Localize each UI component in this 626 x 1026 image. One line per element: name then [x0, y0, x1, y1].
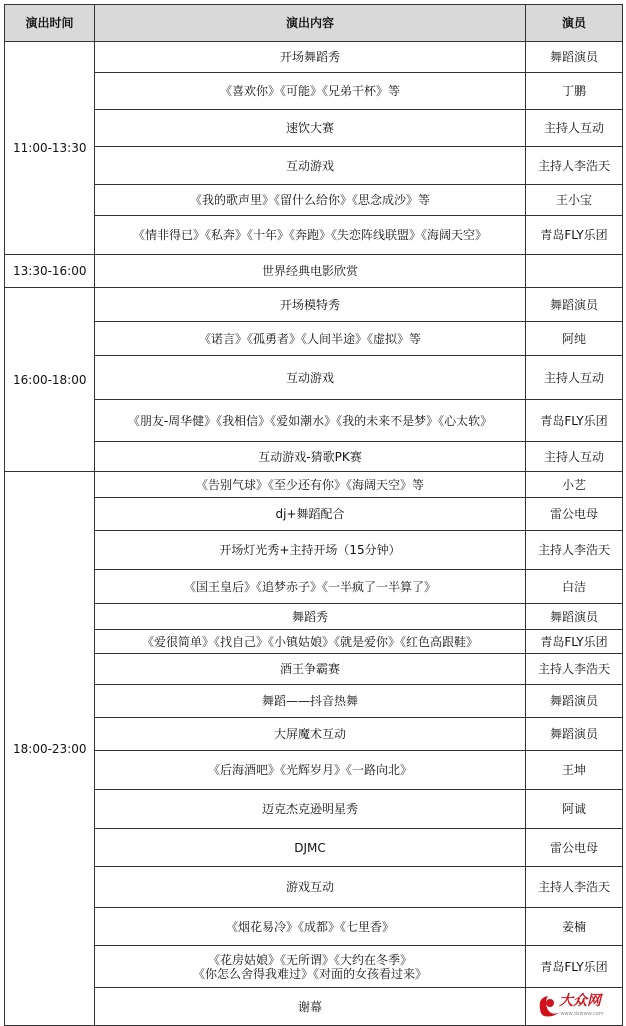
program-content-cell: 开场模特秀	[95, 288, 526, 322]
logo-text: 大众网	[559, 993, 601, 1009]
program-content-cell: 互动游戏-猜歌PK赛	[95, 442, 526, 472]
table-row	[5, 946, 623, 988]
performer-cell: 主持人李浩天	[526, 867, 623, 908]
program-content-cell: 《告别气球》《至少还有你》《海阔天空》等	[95, 472, 526, 498]
program-content-cell: 互动游戏	[95, 356, 526, 400]
performer-cell	[526, 255, 623, 288]
table-row	[5, 255, 623, 288]
table-row	[5, 531, 623, 570]
program-content-cell: 《喜欢你》《可能》《兄弟干杯》等	[95, 73, 526, 110]
program-content-cell: 《后海酒吧》《光辉岁月》《一路向北》	[95, 751, 526, 790]
table-row	[5, 42, 623, 73]
table-row	[5, 867, 623, 908]
header-time: 演出时间	[5, 5, 95, 42]
performer-cell: 小艺	[526, 472, 623, 498]
program-content-cell: 《诺言》《孤勇者》《人间半途》《虚拟》等	[95, 322, 526, 356]
performer-cell: 舞蹈演员	[526, 288, 623, 322]
program-content-cell: 《花房姑娘》《无所谓》《大约在冬季》 《你怎么舍得我难过》《对面的女孩看过来》	[95, 946, 526, 988]
table-row	[5, 442, 623, 472]
program-content-cell: 酒王争霸赛	[95, 654, 526, 685]
performer-cell: 雷公电母	[526, 498, 623, 531]
performer-cell: 主持人李浩天	[526, 654, 623, 685]
table-row	[5, 73, 623, 110]
table-row	[5, 604, 623, 630]
performer-cell: 阿纯	[526, 322, 623, 356]
performer-cell: 姜楠	[526, 908, 623, 946]
performer-cell: 青岛FLY乐团	[526, 946, 623, 988]
performer-cell: 舞蹈演员	[526, 718, 623, 751]
table-row	[5, 356, 623, 400]
program-content-cell: 《朋友-周华健》《我相信》《爱如潮水》《我的未来不是梦》《心太软》	[95, 400, 526, 442]
table-row	[5, 147, 623, 185]
performer-cell: 王坤	[526, 751, 623, 790]
time-slot-cell: 11:00-13:30	[5, 42, 95, 255]
program-content-cell: 《我的歌声里》《留什么给你》《思念成沙》等	[95, 185, 526, 216]
performer-cell: 舞蹈演员	[526, 42, 623, 73]
logo-url: www.dzwww.com	[560, 1011, 604, 1017]
program-content-cell: 谢幕	[95, 988, 526, 1026]
program-content-cell: 互动游戏	[95, 147, 526, 185]
program-content-cell: dj+舞蹈配合	[95, 498, 526, 531]
performer-cell: 阿诚	[526, 790, 623, 829]
time-slot-cell: 16:00-18:00	[5, 288, 95, 472]
performer-cell: 丁鹏	[526, 73, 623, 110]
performer-cell: 主持人互动	[526, 356, 623, 400]
performer-cell: 青岛FLY乐团	[526, 400, 623, 442]
table-row	[5, 685, 623, 718]
performer-cell: 舞蹈演员	[526, 604, 623, 630]
logo-dot	[546, 999, 554, 1007]
program-content-cell: 迈克杰克逊明星秀	[95, 790, 526, 829]
table-row	[5, 829, 623, 867]
table-row	[5, 288, 623, 322]
table-row	[5, 654, 623, 685]
table-row	[5, 751, 623, 790]
performer-cell: 主持人李浩天	[526, 147, 623, 185]
table-row	[5, 185, 623, 216]
program-content-cell: 大屏魔术互动	[95, 718, 526, 751]
program-content-cell: 速饮大赛	[95, 110, 526, 147]
time-slot-cell: 13:30-16:00	[5, 255, 95, 288]
performer-cell: 主持人互动	[526, 110, 623, 147]
table-row	[5, 322, 623, 356]
program-content-cell: DJMC	[95, 829, 526, 867]
header-content: 演出内容	[95, 5, 526, 42]
program-content-cell: 开场灯光秀+主持开场（15分钟）	[95, 531, 526, 570]
schedule-table	[4, 4, 623, 1026]
performer-cell: 主持人互动	[526, 442, 623, 472]
program-content-cell: 游戏互动	[95, 867, 526, 908]
performer-cell: 青岛FLY乐团	[526, 630, 623, 654]
table-row	[5, 110, 623, 147]
program-content-cell: 《烟花易冷》《成都》《七里香》	[95, 908, 526, 946]
table-row	[5, 630, 623, 654]
program-content-cell: 开场舞蹈秀	[95, 42, 526, 73]
program-content-cell: 舞蹈——抖音热舞	[95, 685, 526, 718]
performer-cell: 舞蹈演员	[526, 685, 623, 718]
table-row	[5, 216, 623, 255]
performer-cell	[526, 988, 623, 1026]
program-content-cell: 《国王皇后》《追梦赤子》《一半疯了一半算了》	[95, 570, 526, 604]
table-row	[5, 400, 623, 442]
program-content-cell: 世界经典电影欣赏	[95, 255, 526, 288]
table-row	[5, 472, 623, 498]
table-row	[5, 570, 623, 604]
table-row	[5, 988, 623, 1026]
performer-cell: 王小宝	[526, 185, 623, 216]
header-row	[5, 5, 623, 42]
program-content-cell: 《爱很简单》《找自己》《小镇姑娘》《就是爱你》《红色高跟鞋》	[95, 630, 526, 654]
schedule-body	[5, 42, 623, 1026]
performer-cell: 雷公电母	[526, 829, 623, 867]
table-row	[5, 498, 623, 531]
table-row	[5, 790, 623, 829]
program-content-cell: 《情非得已》《私奔》《十年》《奔跑》《失恋阵线联盟》《海阔天空》	[95, 216, 526, 255]
performer-cell: 白洁	[526, 570, 623, 604]
header-performer: 演员	[526, 5, 623, 42]
table-row	[5, 718, 623, 751]
performer-cell: 青岛FLY乐团	[526, 216, 623, 255]
table-row	[5, 908, 623, 946]
time-slot-cell: 18:00-23:00	[5, 472, 95, 1026]
program-content-cell: 舞蹈秀	[95, 604, 526, 630]
dzwww-logo	[536, 990, 612, 1020]
performer-cell: 主持人李浩天	[526, 531, 623, 570]
